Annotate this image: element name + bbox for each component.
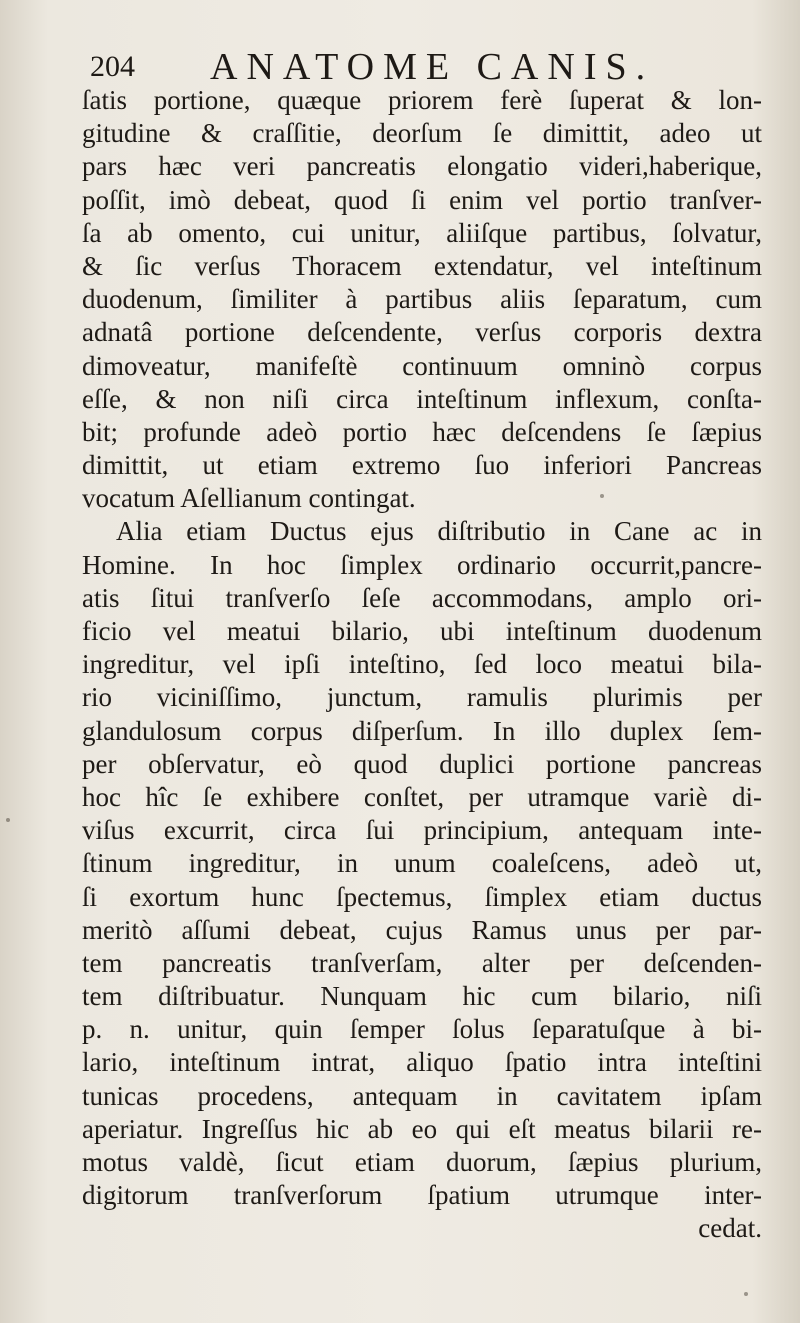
text-line: viſus excurrit, circa ſui principium, antequam inte-: [82, 815, 762, 846]
text-line: hoc hîc ſe exhibere conſtet, per utramque variè di-: [82, 781, 762, 812]
text-line: tem pancreatis tranſverſam, alter per deſcenden-: [82, 947, 762, 978]
text-line: dimoveatur, manifeſtè continuum omninò corpus: [82, 350, 762, 381]
text-line: lario, inteſtinum intrat, aliquo ſpatio intra inteſtini: [82, 1047, 762, 1078]
catchword-line: cedat.: [698, 1213, 762, 1244]
text-line: meritò aſſumi debeat, cujus Ramus unus per par-: [82, 914, 762, 945]
text-line: pars hæc veri pancreatis elongatio videri,haberique,: [82, 151, 762, 182]
text-line: ſatis portione, quæque priorem ferè ſuperat & lon-: [82, 85, 762, 115]
text-line: ſtinum ingreditur, in unum coaleſcens, adeò ut,: [82, 848, 762, 879]
text-line: & ſic verſus Thoracem extendatur, vel inteſtinum: [82, 250, 762, 281]
text-line: ficio vel meatui bilario, ubi inteſtinum duodenum: [82, 616, 762, 646]
text-line: per obſervatur, eò quod duplici portione pancreas: [82, 748, 762, 779]
text-line: aperiatur. Ingreſſus hic ab eo qui eſt meatus bilarii re-: [82, 1113, 762, 1144]
paragraph-start-line: Alia etiam Ductus ejus diſtributio in Cane ac in: [116, 516, 762, 547]
text-line: ſi exortum hunc ſpectemus, ſimplex etiam ductus: [82, 881, 762, 912]
text-line: eſſe, & non niſi circa inteſtinum inflexum, conſta-: [82, 383, 762, 414]
text-line: tem diſtribuatur. Nunquam hic cum bilario, niſi: [82, 981, 762, 1012]
text-line: dimittit, ut etiam extremo ſuo inferiori Pancreas: [82, 450, 762, 481]
page-number: 204: [90, 50, 135, 83]
paper-speck: [744, 1292, 748, 1296]
text-line: gitudine & craſſitie, deorſum ſe dimittit, adeo ut: [82, 118, 762, 149]
text-line: poſſit, imò debeat, quod ſi enim vel portio tranſver-: [82, 184, 762, 215]
running-title: ANATOME CANIS.: [210, 46, 655, 88]
text-line: p. n. unitur, quin ſemper ſolus ſeparatuſque à bi-: [82, 1014, 762, 1045]
text-line: tunicas procedens, antequam in cavitatem ipſam: [82, 1080, 762, 1111]
text-line: atis ſitui tranſverſo ſeſe accommodans, amplo ori-: [82, 582, 762, 613]
text-line: bit; profunde adeò portio hæc deſcendens ſe ſæpius: [82, 416, 762, 447]
text-line: ſa ab omento, cui unitur, aliiſque partibus, ſolvatur,: [82, 217, 762, 248]
text-line: motus valdè, ſicut etiam duorum, ſæpius plurium,: [82, 1147, 762, 1177]
text-line: duodenum, ſimiliter à partibus aliis ſeparatum, cum: [82, 284, 762, 315]
text-line: adnatâ portione deſcendente, verſus corporis dextra: [82, 317, 762, 348]
text-line: rio viciniſſimo, junctum, ramulis plurimis per: [82, 682, 762, 713]
text-line: glandulosum corpus diſperſum. In illo duplex ſem-: [82, 715, 762, 746]
text-line: ingreditur, vel ipſi inteſtino, ſed loco meatui bila-: [82, 649, 762, 680]
paragraph-end-line: vocatum Aſellianum contingat.: [82, 483, 416, 514]
body-text: [82, 84, 762, 1246]
paper-speck: [600, 494, 604, 498]
text-line: Homine. In hoc ſimplex ordinario occurrit,pancre-: [82, 549, 762, 580]
paper-speck: [6, 818, 10, 822]
text-line: digitorum tranſverſorum ſpatium utrumque inter-: [82, 1180, 762, 1211]
